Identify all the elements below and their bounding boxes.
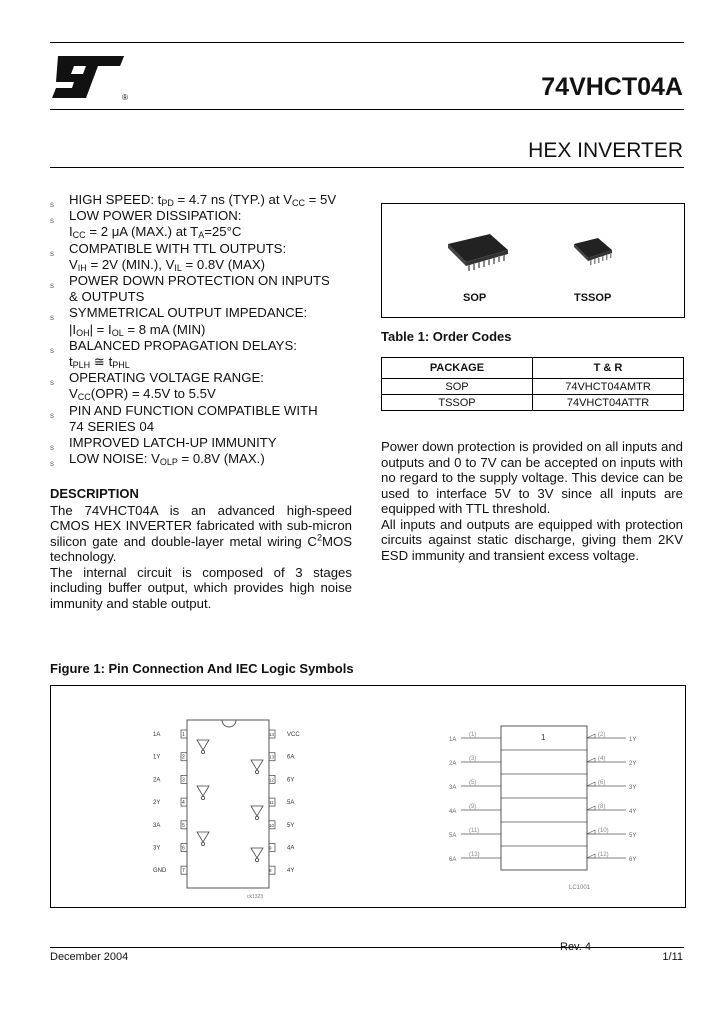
right-pin-number: 9 bbox=[269, 845, 272, 851]
table-row bbox=[382, 379, 684, 395]
tssop-package-image bbox=[570, 232, 620, 272]
header-package: PACKAGE bbox=[382, 358, 533, 379]
iec-negation-icon bbox=[587, 734, 595, 738]
left-pin-name: GND bbox=[153, 868, 167, 875]
left-pin-name: 3Y bbox=[153, 845, 161, 852]
protection-p2: All inputs and outputs are equipped with protection circuits against static discharge, giving them 2KV ESD immunity and transient excess voltage. bbox=[381, 516, 683, 563]
left-pin-name: 2Y bbox=[153, 800, 161, 807]
inverter-bubble bbox=[201, 750, 204, 753]
iec-input-number: (9) bbox=[469, 804, 477, 810]
iec-symbol-label: 1 bbox=[541, 733, 546, 742]
right-pin-name: 4Y bbox=[287, 868, 295, 875]
protection-text bbox=[381, 439, 683, 563]
top-rule bbox=[50, 42, 684, 43]
left-pin-number: 3 bbox=[182, 777, 185, 784]
description-section bbox=[50, 486, 352, 611]
feature-symmetrical: s SYMMETRICAL OUTPUT IMPEDANCE: $|I_{OH}| = I_{OL} = 8$ mA (MIN) bbox=[50, 305, 308, 338]
left-pin-name: 2A bbox=[153, 777, 161, 784]
left-pin-number: 4 bbox=[182, 800, 185, 807]
cell-package: SOP bbox=[382, 379, 533, 395]
package-box bbox=[381, 203, 685, 318]
revision: Rev. 4 bbox=[560, 941, 591, 953]
feature-list bbox=[50, 192, 360, 467]
iec-output-name: 3Y bbox=[629, 785, 637, 791]
figure-title: Figure 1: Pin Connection And IEC Logic Symbols bbox=[50, 661, 354, 676]
page-number: 1/11 bbox=[662, 951, 683, 963]
table-header-row bbox=[382, 358, 684, 379]
right-pin-number: 10 bbox=[269, 822, 275, 828]
left-pin-number: 6 bbox=[182, 845, 185, 852]
right-pin-number: 8 bbox=[269, 868, 272, 874]
description-title: DESCRIPTION bbox=[50, 486, 139, 501]
left-pin-number: 7 bbox=[182, 868, 185, 875]
sop-label: SOP bbox=[463, 292, 487, 304]
inverter-bubble bbox=[255, 770, 258, 773]
iec-output-name: 5Y bbox=[629, 833, 637, 839]
logo-registered: ® bbox=[122, 93, 128, 102]
order-table bbox=[381, 357, 684, 411]
iec-negation-icon bbox=[587, 854, 595, 858]
iec-output-name: 2Y bbox=[629, 761, 637, 767]
dip-body bbox=[187, 720, 269, 888]
iec-input-number: (5) bbox=[469, 780, 477, 786]
figure-box bbox=[50, 685, 686, 908]
feature-balanced: s BALANCED PROPAGATION DELAYS: $t_{PLH}$ ≅ $t_{PHL}$ bbox=[50, 337, 297, 371]
table-row bbox=[382, 395, 684, 411]
title-rule bbox=[50, 109, 684, 110]
inverter-bubble bbox=[255, 858, 258, 861]
inverter-bubble bbox=[201, 796, 204, 799]
iec-negation-icon bbox=[587, 758, 595, 762]
tssop-label: TSSOP bbox=[574, 292, 612, 304]
iec-input-name: 6A bbox=[449, 857, 457, 863]
right-pin-number: 12 bbox=[269, 777, 275, 783]
description-p2: The internal circuit is composed of 3 stages including buffer output, which provides high noise immunity and stable output. bbox=[50, 564, 352, 611]
feature-operating: s OPERATING VOLTAGE RANGE: $V_{CC}(OPR) = 4.5V$ to 5.5V bbox=[50, 370, 264, 403]
feature-power-down: s POWER DOWN PROTECTION ON INPUTS & OUTPUTS bbox=[50, 273, 330, 305]
device-subtitle: HEX INVERTER bbox=[528, 139, 683, 162]
iec-negation-icon bbox=[587, 782, 595, 786]
right-pin-name: 4A bbox=[287, 845, 295, 852]
iec-output-number: (12) bbox=[598, 852, 609, 858]
inverter-gate-icon bbox=[197, 740, 209, 750]
inverter-bubble bbox=[201, 842, 204, 845]
iec-output-number: (4) bbox=[598, 756, 606, 762]
dip-notch bbox=[222, 720, 236, 727]
left-pin-name: 1A bbox=[153, 732, 161, 738]
feature-pin-func: s PIN AND FUNCTION COMPATIBLE WITH 74 SERIES 04 bbox=[50, 402, 318, 434]
right-pin-number: 13 bbox=[269, 754, 275, 760]
protection-p1: Power down protection is provided on all inputs and outputs and 0 to 7V can be accepted on inputs with no regard to the supply voltage. This device can be used to interface 5V to 3V since all inputs are equipped with TTL threshold. bbox=[381, 439, 683, 516]
sop-package-image bbox=[442, 228, 514, 278]
iec-output-name: 4Y bbox=[629, 809, 637, 815]
pin-connection-diagram bbox=[51, 686, 685, 907]
feature-low-noise: s LOW NOISE: $V_{OLP} = 0.8V$ (MAX.) bbox=[50, 451, 265, 469]
feature-latch-up: s IMPROVED LATCH-UP IMMUNITY bbox=[50, 435, 277, 453]
subtitle-rule bbox=[50, 167, 684, 168]
cell-package: TSSOP bbox=[382, 395, 533, 411]
right-pin-name: 6Y bbox=[287, 777, 295, 784]
iec-input-name: 1A bbox=[449, 737, 457, 743]
iec-input-number: (1) bbox=[469, 732, 477, 738]
iec-output-number: (10) bbox=[598, 828, 609, 834]
feature-ttl: s COMPATIBLE WITH TTL OUTPUTS: $V_{IH} = 2V$ (MIN.), $V_{IL} = 0.8V$ (MAX) bbox=[50, 240, 287, 273]
iec-ref-label: LC1001 bbox=[569, 885, 591, 891]
part-number: 74VHCT04A bbox=[541, 73, 683, 101]
right-pin-name: VCC bbox=[287, 732, 300, 738]
inverter-gate-icon bbox=[197, 786, 209, 796]
footer-date: December 2004 bbox=[50, 951, 129, 963]
inverter-gate-icon bbox=[251, 848, 263, 858]
iec-input-name: 3A bbox=[449, 785, 457, 791]
inverter-bubble bbox=[255, 816, 258, 819]
feature-high-speed: s HIGH SPEED: $t_{PD} = 4.7$ ns (TYP.) at $V_{CC} = 5V$ bbox=[50, 192, 337, 209]
pin-ref-label: ck1323 bbox=[247, 894, 264, 900]
iec-output-name: 6Y bbox=[629, 857, 637, 863]
iec-input-number: (11) bbox=[469, 828, 480, 834]
iec-output-name: 1Y bbox=[629, 737, 637, 743]
iec-input-name: 2A bbox=[449, 761, 457, 767]
right-pin-number: 11 bbox=[269, 800, 274, 806]
left-pin-number: 1 bbox=[182, 732, 185, 738]
right-pin-name: 5Y bbox=[287, 822, 295, 829]
iec-negation-icon bbox=[587, 830, 595, 834]
right-pin-number: 14 bbox=[269, 732, 275, 737]
iec-input-number: (13) bbox=[469, 852, 480, 858]
left-pin-number: 5 bbox=[182, 822, 185, 829]
order-table-title: Table 1: Order Codes bbox=[381, 329, 512, 344]
inverter-gate-icon bbox=[197, 832, 209, 842]
iec-input-name: 4A bbox=[449, 809, 457, 815]
left-pin-name: 3A bbox=[153, 822, 161, 829]
iec-output-number: (6) bbox=[598, 780, 606, 786]
description-p1: The 74VHCT04A is an advanced high-speed CMOS HEX INVERTER fabricated with sub-micron silicon gate and double-layer metal wiring $C^2MOS$ technology. bbox=[50, 502, 352, 564]
st-logo-icon bbox=[50, 52, 128, 104]
iec-input-name: 5A bbox=[449, 833, 457, 839]
left-pin-name: 1Y bbox=[153, 754, 161, 761]
inverter-gate-icon bbox=[251, 806, 263, 816]
feature-low-power: s LOW POWER DISSIPATION: $I_{CC} = 2$ μA (MAX.) at $T_A=25^\circ C$ bbox=[50, 208, 242, 241]
right-pin-name: 6A bbox=[287, 754, 295, 761]
left-pin-number: 2 bbox=[182, 754, 185, 761]
inverter-gate-icon bbox=[251, 760, 263, 770]
iec-negation-icon bbox=[587, 806, 595, 810]
header-tr: T & R bbox=[533, 358, 684, 379]
right-pin-name: 5A bbox=[287, 800, 295, 807]
iec-output-number: (2) bbox=[598, 732, 606, 738]
iec-output-number: (8) bbox=[598, 804, 606, 810]
cell-order-code: 74VHCT04ATTR bbox=[533, 395, 684, 411]
cell-order-code: 74VHCT04AMTR bbox=[533, 379, 684, 395]
iec-input-number: (3) bbox=[469, 756, 477, 762]
